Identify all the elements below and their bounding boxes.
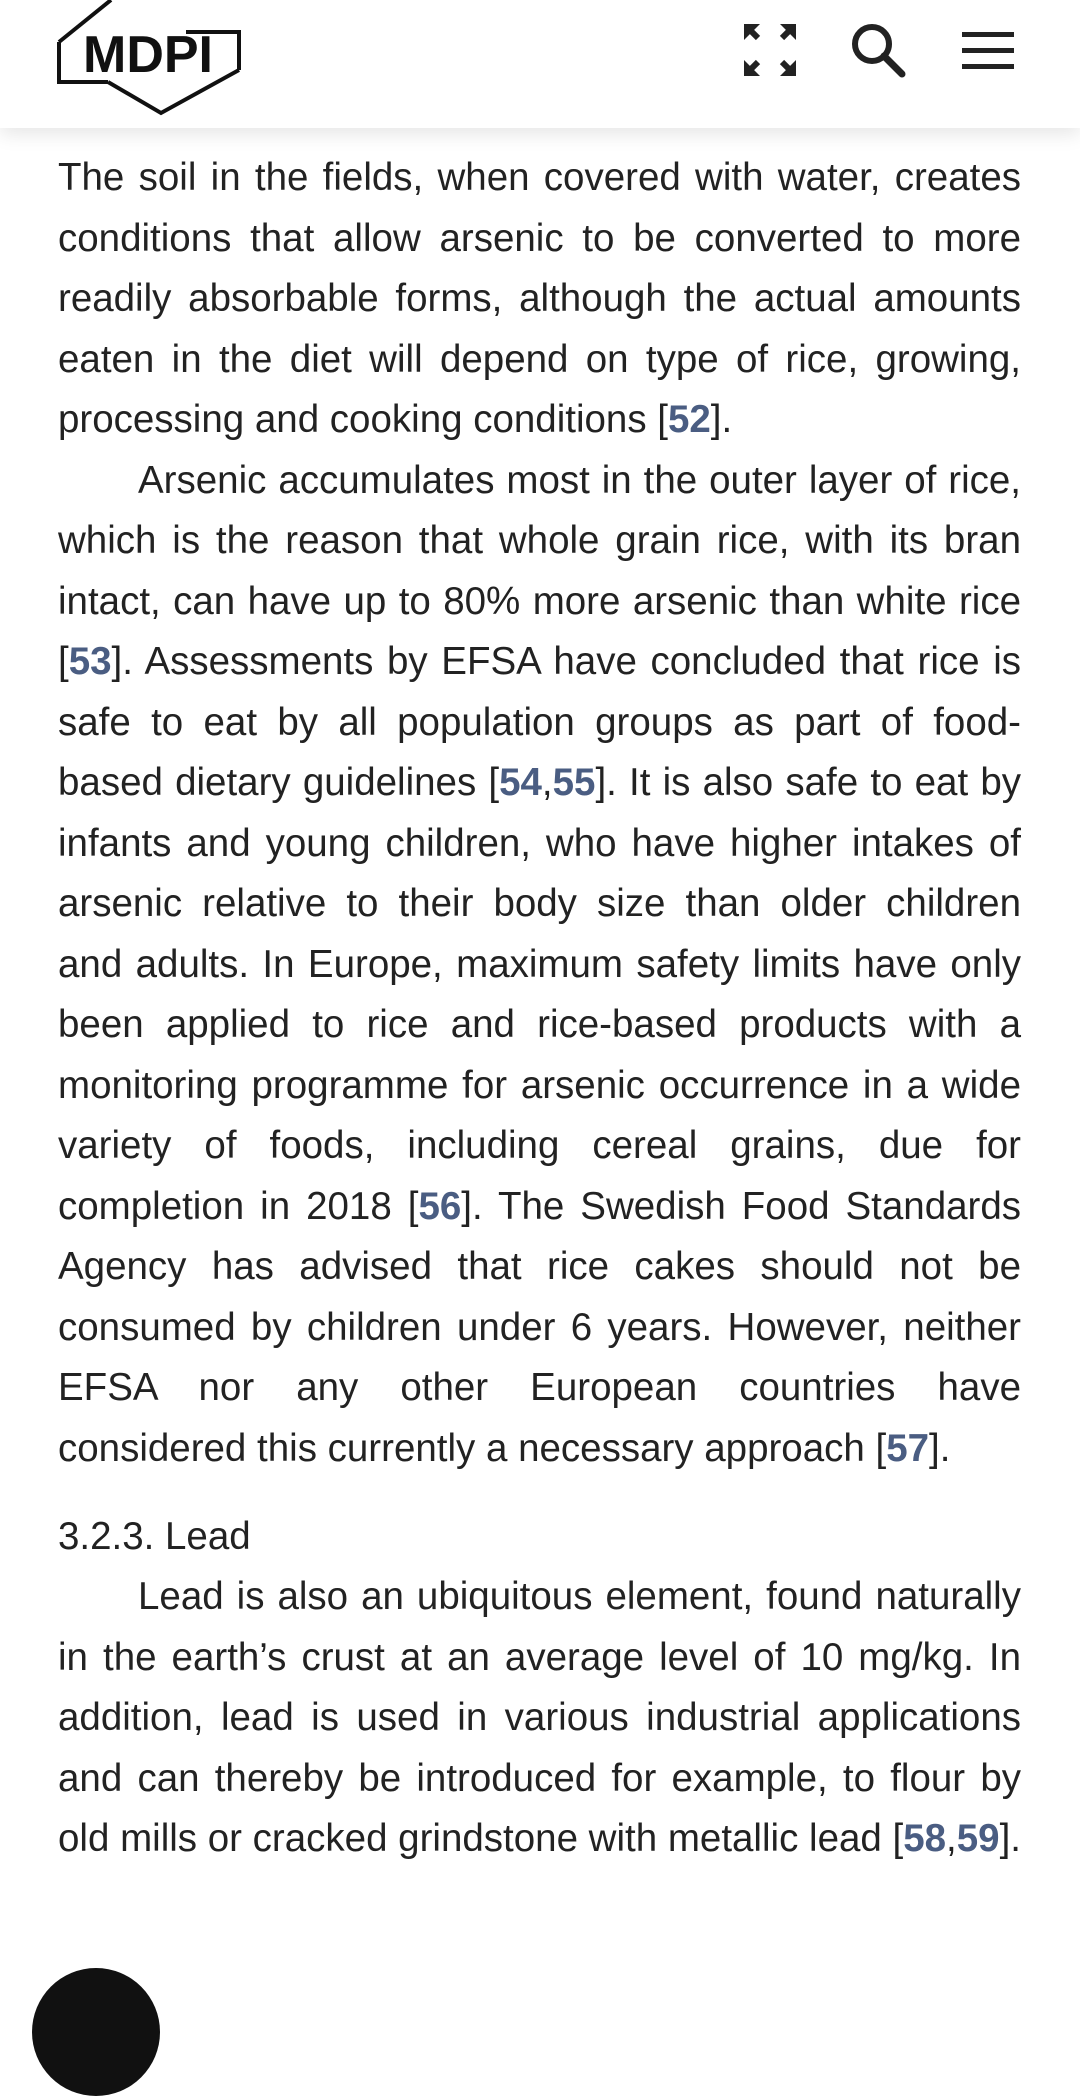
paragraph-text: ]. xyxy=(999,1817,1021,1860)
search-icon xyxy=(846,18,910,82)
paragraph-text: ]. xyxy=(929,1426,951,1470)
paragraph-arsenic-soil xyxy=(58,148,1021,451)
paragraph-lead xyxy=(58,1567,1021,1870)
paragraph-text: ]. Assessments by EFSA have concluded that rice is safe to eat by all population groups as part of food-based dietary guidelines [ xyxy=(58,640,1021,804)
reference-link-56[interactable]: 56 xyxy=(418,1184,462,1228)
search-button[interactable] xyxy=(846,18,910,82)
expand-button[interactable] xyxy=(738,18,802,82)
menu-button[interactable] xyxy=(956,18,1020,82)
reference-separator: , xyxy=(946,1817,957,1860)
section-heading-lead: 3.2.3. Lead xyxy=(58,1515,251,1558)
reference-link-53[interactable]: 53 xyxy=(68,640,112,683)
logo-text: MDPI xyxy=(83,26,213,84)
paragraph-text: The soil in the fields, when covered with water, creates conditions that allow arsenic to be converted to more readily absorbable forms, although the actual amounts eaten in the diet will depend on type of rice, growing, processing and cooking conditions [ xyxy=(58,156,1021,441)
mdpi-logo-icon xyxy=(56,0,242,116)
paragraph-arsenic-rice xyxy=(58,451,1021,1480)
reference-link-52[interactable]: 52 xyxy=(667,398,711,441)
reference-link-58[interactable]: 58 xyxy=(903,1817,947,1860)
floating-action-button[interactable] xyxy=(32,1968,160,2096)
paragraph-text: ]. xyxy=(710,398,733,441)
paragraph-text: Arsenic accumulates most in the outer layer of rice, which is the reason that whole grain rice, with its bran intact, can have up to 80% more arsenic than white rice [ xyxy=(58,458,1021,683)
paragraph-text: ]. It is also safe to eat by infants and young children, who have higher intakes of arsenic relative to their body size than older children and adults. In Europe, maximum safety limits have only been applied to rice and rice-based products with a monitoring programme for arsenic occurrence in a wide variety of foods, including cereal grains, due for completion in 2018 [ xyxy=(58,761,1022,1228)
expand-icon xyxy=(738,18,802,82)
paragraph-text: ]. The Swedish Food Standards Agency has advised that rice cakes should not be consumed by children under 6 years. However, neither EFSA nor any other European countries have considered this currently a necessary approach [ xyxy=(58,1184,1021,1470)
reference-separator: , xyxy=(541,761,553,804)
reference-link-59[interactable]: 59 xyxy=(956,1817,1000,1860)
top-header xyxy=(0,0,1080,128)
reference-link-55[interactable]: 55 xyxy=(552,761,596,804)
mdpi-logo[interactable] xyxy=(56,0,242,116)
article-content xyxy=(58,148,1021,1870)
paragraph-text: Lead is also an ubiquitous element, found naturally in the earth’s crust at an average level of 10 mg/kg. In addition, lead is used in various industrial applications and can thereby be introduced for example, to flour by old mills or cracked grindstone with metallic lead [ xyxy=(58,1575,1021,1860)
menu-icon xyxy=(956,18,1020,82)
reference-link-57[interactable]: 57 xyxy=(886,1426,930,1470)
reference-link-54[interactable]: 54 xyxy=(499,761,542,804)
